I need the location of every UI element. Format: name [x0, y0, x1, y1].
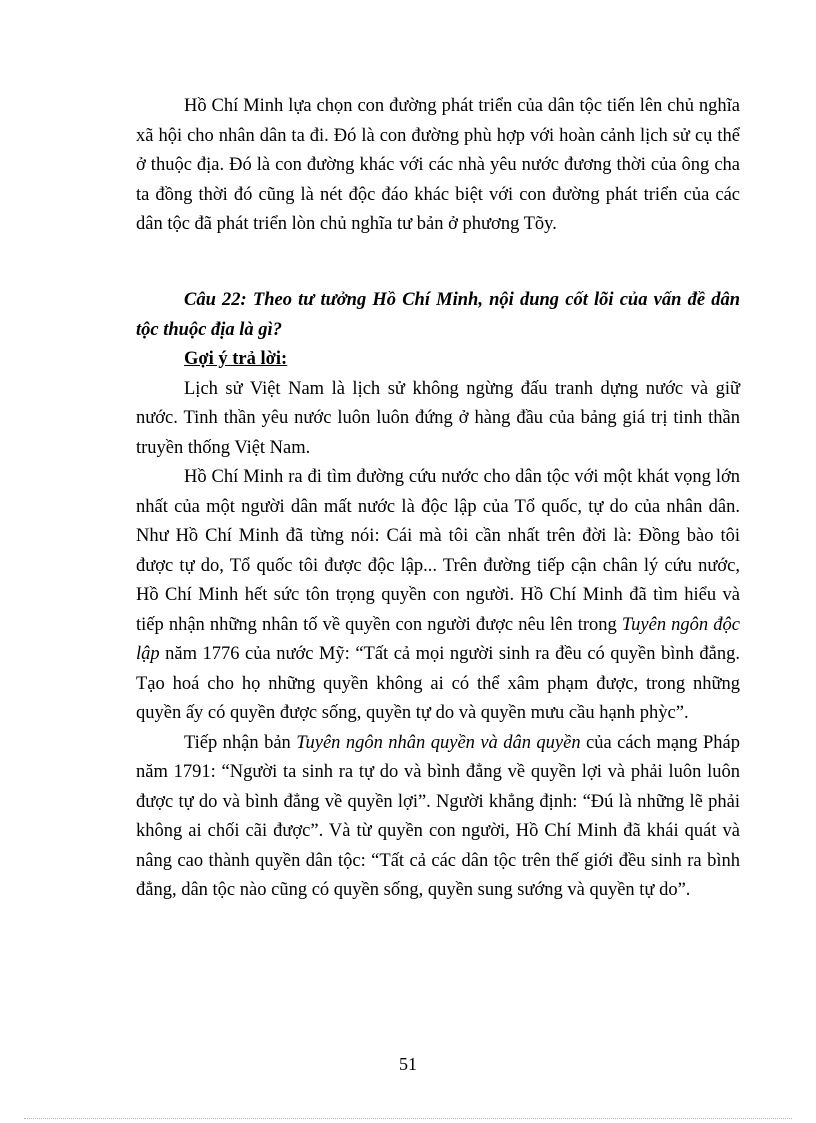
declaration-of-independence-title: Tuyên ngôn độc lập	[136, 614, 740, 664]
paragraph-conclusion: Hồ Chí Minh lựa chọn con đường phát triển của dân tộc tiến lên chủ nghĩa xã hội cho nhân dân ta đi. Đó là con đường phù hợp với hoàn cảnh lịch sử cụ thể ở thuộc địa. Đó là con đường khác với các nhà yêu nước đương thời của ông cha ta đồng thời đó cũng là nét độc đáo khác biệt với con đường phát triển của các dân tộc đã phát triển lòn chủ nghĩa tư bản ở phương Tõy.	[136, 96, 740, 234]
answer-paragraph-1: Lịch sử Việt Nam là lịch sử không ngừng đấu tranh dựng nước và giữ nước. Tinh thần yêu nước luôn luôn đứng ở hàng đầu của bảng giá trị tinh thần truyền thống Việt Nam.	[136, 378, 740, 458]
answer-paragraph-2-start: Hồ Chí Minh ra đi tìm đường cứu nước cho dân tộc với một khát vọng lớn nhất của một người dân mất nước là độc lập của Tổ quốc, tự do của nhân dân. Như Hồ Chí Minh đã từng nói: Cái mà tôi cần nhất trên đời là: Đồng bào tôi được tự do, Tổ quốc tôi được độc lập... Trên đường tiếp cận chân lý cứu nước, Hồ Chí Minh hết sức tôn trọng quyền con người. Hồ Chí Minh đã tìm hiểu và tiếp nhận những nhân tố về quyền con người được nêu lên trong	[136, 467, 740, 635]
rights-declaration-title: Tuyên ngôn nhân quyền và dân quyền	[296, 732, 581, 753]
answer-paragraph-3-start: Tiếp nhận bản	[184, 732, 297, 753]
page-bottom-divider	[24, 1118, 792, 1119]
answer-hint-text: Gợi ý trả lời:	[184, 349, 288, 369]
page-number: 51	[399, 1054, 417, 1074]
answer-paragraph-2	[136, 463, 740, 729]
section-1	[136, 92, 740, 240]
answer-paragraph-3-end: của cách mạng Pháp năm 1791: “Người ta sinh ra tự do và bình đẳng về quyền lợi và phải luôn luôn được tự do và bình đẳng về quyền lợi”. Người khẳng định: “Đú là những lẽ phải không ai chối cãi được”. Và từ quyền con người, Hồ Chí Minh đã khái quát và nâng cao thành quyền dân tộc: “Tất cả các dân tộc trên thế giới đều sinh ra bình đẳng, dân tộc nào cũng có quyền sống, quyền sung sướng và quyền tự do”.	[136, 732, 740, 900]
answer-hint-label	[136, 345, 740, 375]
section-question-22	[136, 286, 740, 906]
answer-paragraph-3	[136, 729, 740, 906]
answer-paragraph-2-end: năm 1776 của nước Mỹ: “Tất cả mọi người sinh ra đều có quyền bình đẳng. Tạo hoá cho họ những quyền không ai có thể xâm phạm được, trong những quyền ấy có quyền được sống, quyền tự do và quyền mưu cầu hạnh phỳc”.	[136, 644, 740, 723]
question-heading: Câu 22: Theo tư tưởng Hồ Chí Minh, nội dung cốt lõi của vấn đề dân tộc thuộc địa là gì?	[136, 290, 740, 340]
